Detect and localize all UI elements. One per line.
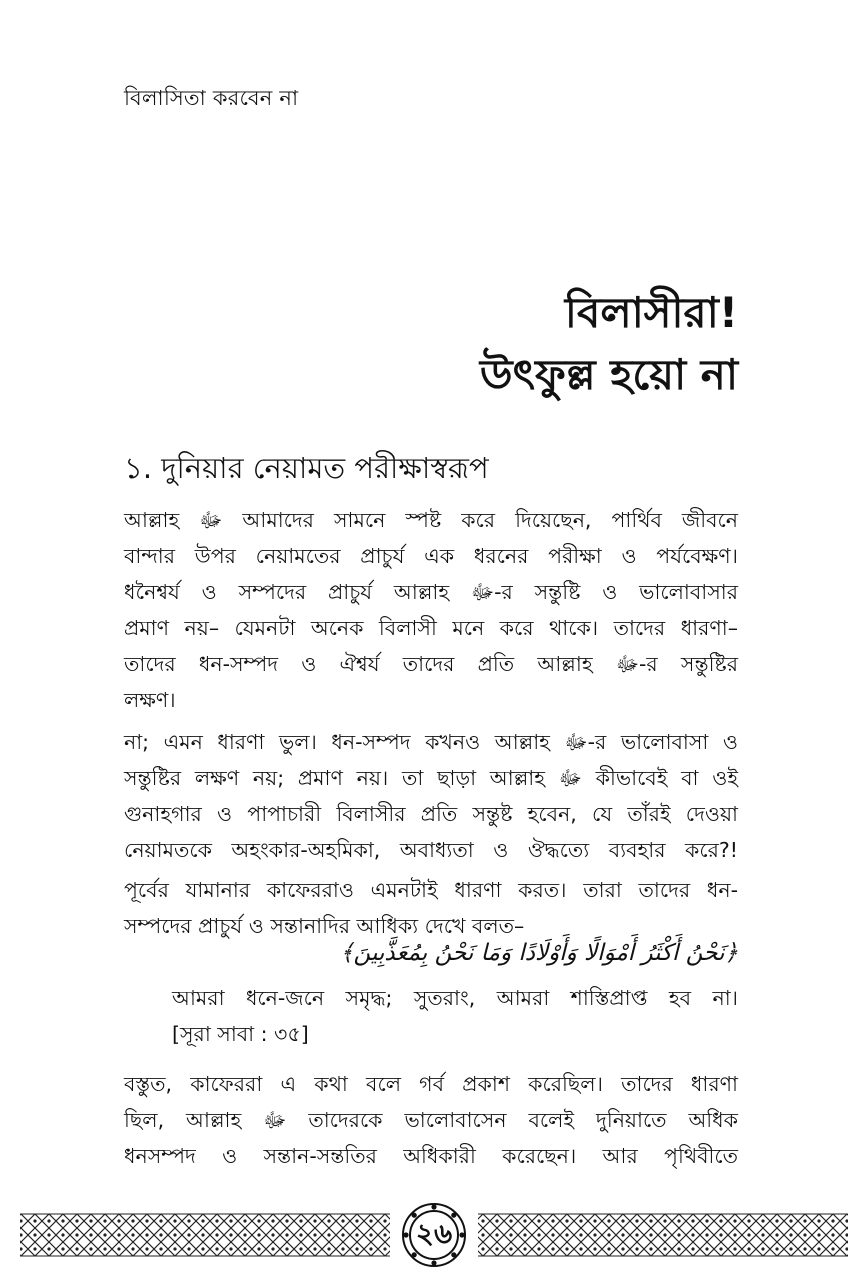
paragraph-1 — [124, 502, 738, 718]
text-line: বস্তুত, কাফেররা এ কথা বলে গর্ব প্রকাশ করেছিল। তাদের ধারণা — [124, 1072, 738, 1096]
text-line: প্রমাণ নয়– যেমনটা অনেক বিলাসী মনে করে থাকে। তাদের ধারণা– — [124, 616, 738, 640]
arabic-verse: ﴿نَحْنُ أَكْثَرُ أَمْوَالًا وَأَوْلَادًا وَمَا نَحْنُ بِمُعَذَّبِينَ﴾ — [340, 940, 738, 966]
text-line: ধনৈশ্বর্য ও সম্পদের প্রাচুর্য আল্লাহ ﷻ-র সন্তুষ্টি ও ভালোবাসার — [124, 580, 738, 604]
chapter-title-line-1: বিলাসীরা! — [564, 288, 738, 337]
section-heading: ১. দুনিয়ার নেয়ামত পরীক্ষাস্বরূপ — [124, 451, 489, 485]
text-line: ছিল, আল্লাহ ﷻ তাদেরকে ভালোবাসেন বলেই দুনিয়াতে অধিক — [124, 1108, 738, 1132]
text-line: আল্লাহ ﷻ আমাদের সামনে স্পষ্ট করে দিয়েছেন, পার্থিব জীবনে — [124, 508, 739, 532]
running-head: বিলাসিতা করবেন না — [124, 86, 299, 110]
verse-translation-block — [172, 980, 738, 1052]
paragraph-2 — [124, 724, 738, 868]
chapter-title — [480, 282, 738, 406]
text-line: লক্ষণ। — [124, 688, 176, 712]
verse-reference: [সূরা সাবা : ৩৫] — [172, 1022, 309, 1046]
verse-translation: আমরা ধনে-জনে সমৃদ্ধ; সুতরাং, আমরা শাস্তিপ্রাপ্ত হব না। — [172, 986, 738, 1010]
text-line: নেয়ামতকে অহংকার-অহমিকা, অবাধ্যতা ও ঔদ্ধত্যে ব্যবহার করে?! — [124, 838, 738, 862]
text-line: বান্দার উপর নেয়ামতের প্রাচুর্য এক ধরনের পরীক্ষা ও পর্যবেক্ষণ। — [124, 544, 738, 568]
text-line: পূর্বের যামানার কাফেররাও এমনটাই ধারণা করত। তারা তাদের ধন- — [124, 878, 738, 902]
text-line: তাদের ধন-সম্পদ ও ঐশ্বর্য তাদের প্রতি আল্লাহ ﷻ-র সন্তুষ্টির — [124, 652, 739, 676]
chapter-title-line-2: উৎফুল্ল হয়ো না — [479, 350, 738, 399]
text-line: না; এমন ধারণা ভুল। ধন-সম্পদ কখনও আল্লাহ ﷻ-র ভালোবাসা ও — [124, 730, 738, 754]
text-line: গুনাহগার ও পাপাচারী বিলাসীর প্রতি সন্তুষ্ট হবেন, যে তাঁরই দেওয়া — [124, 802, 738, 826]
text-line: সন্তুষ্টির লক্ষণ নয়; প্রমাণ নয়। তা ছাড়া আল্লাহ ﷻ কীভাবেই বা ওই — [124, 766, 738, 790]
paragraph-3 — [124, 872, 738, 944]
page-number: ২৬ — [415, 1216, 453, 1250]
closing-paragraph — [124, 1066, 738, 1174]
text-line: সম্পদের প্রাচুর্য ও সন্তানাদির আধিক্য দেখে বলত– — [124, 914, 525, 938]
text-line: ধনসম্পদ ও সন্তান-সন্ততির অধিকারী করেছেন। আর পৃথিবীতে — [124, 1144, 738, 1168]
